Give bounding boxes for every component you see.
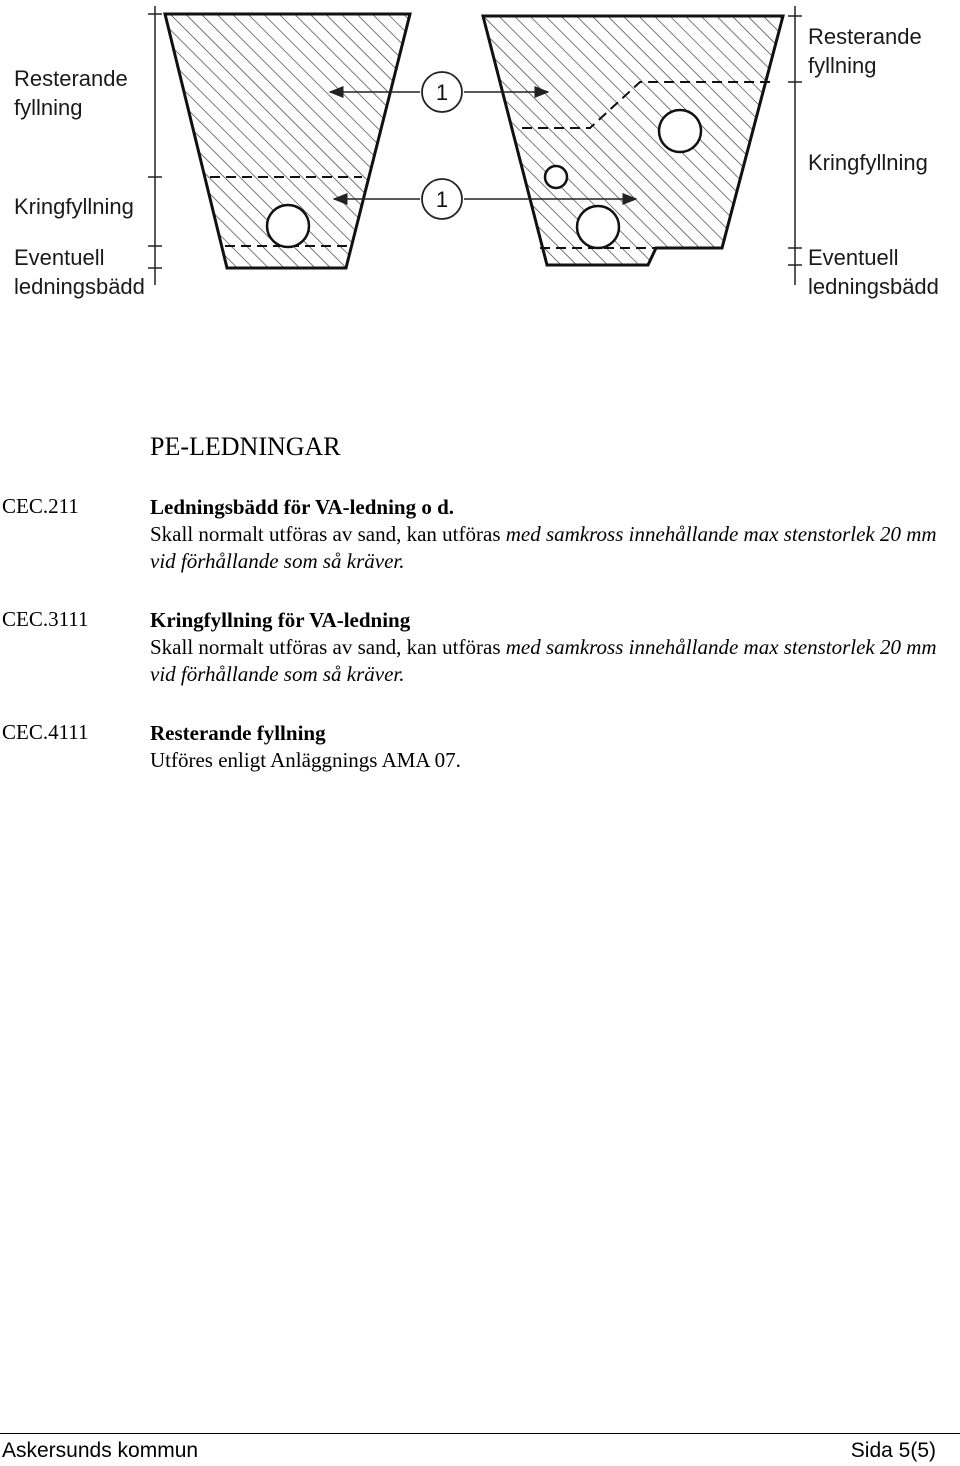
marker-1-top-label: 1 bbox=[435, 80, 449, 105]
right-trench bbox=[483, 16, 783, 265]
left-pipe bbox=[267, 205, 309, 247]
right-pipe-small bbox=[545, 166, 567, 188]
left-dimension-line bbox=[148, 6, 162, 285]
item-body-plain: Skall normalt utföras av sand, kan utföras bbox=[150, 522, 506, 546]
item-body bbox=[150, 634, 940, 688]
right-label-eventuell: Eventuell ledningsbädd bbox=[808, 245, 939, 299]
item-block-cec-3111 bbox=[150, 607, 940, 688]
item-body-italic: med samkross innehållande max stenstorlek 20 mm vid förhållande som så kräver. bbox=[150, 635, 937, 686]
left-label-eventuell: Eventuell ledningsbädd bbox=[14, 245, 145, 299]
marker-1-top bbox=[422, 72, 462, 112]
item-block-cec-4111 bbox=[150, 720, 940, 774]
footer-rule bbox=[0, 1433, 960, 1434]
right-dimension-line bbox=[788, 6, 802, 285]
item-body bbox=[150, 747, 940, 774]
right-label-resterande: Resterande fyllning bbox=[808, 24, 922, 78]
marker-1-bottom-label: 1 bbox=[435, 187, 449, 212]
right-label-kringfyllning: Kringfyllning bbox=[808, 150, 928, 175]
item-heading: Kringfyllning för VA-ledning bbox=[150, 608, 411, 632]
left-trench bbox=[165, 14, 410, 268]
trench-diagram bbox=[0, 0, 960, 310]
item-code-cec-211: CEC.211 bbox=[2, 494, 79, 518]
item-heading: Ledningsbädd för VA-ledning o d. bbox=[150, 495, 455, 519]
item-body-plain: Skall normalt utföras av sand, kan utföras bbox=[150, 635, 506, 659]
item-body-italic: med samkross innehållande max stenstorlek 20 mm vid förhållande som så kräver. bbox=[150, 522, 937, 573]
marker-1-bottom bbox=[422, 179, 462, 219]
left-label-resterande: Resterande fyllning bbox=[14, 66, 128, 120]
item-heading: Resterande fyllning bbox=[150, 721, 326, 745]
section-title: PE-LEDNINGAR bbox=[150, 432, 341, 461]
item-body-plain: Utföres enligt Anläggnings AMA 07. bbox=[150, 748, 461, 772]
footer-organization: Askersunds kommun bbox=[2, 1439, 199, 1462]
right-pipe-large-top bbox=[659, 110, 701, 152]
item-body bbox=[150, 521, 940, 575]
right-pipe-large-bottom bbox=[577, 206, 619, 248]
left-label-kringfyllning: Kringfyllning bbox=[14, 194, 134, 219]
item-code-cec-3111: CEC.3111 bbox=[2, 607, 89, 631]
item-block-cec-211 bbox=[150, 494, 940, 575]
footer-page-number: Sida 5(5) bbox=[850, 1439, 936, 1462]
item-code-cec-4111: CEC.4111 bbox=[2, 720, 89, 744]
